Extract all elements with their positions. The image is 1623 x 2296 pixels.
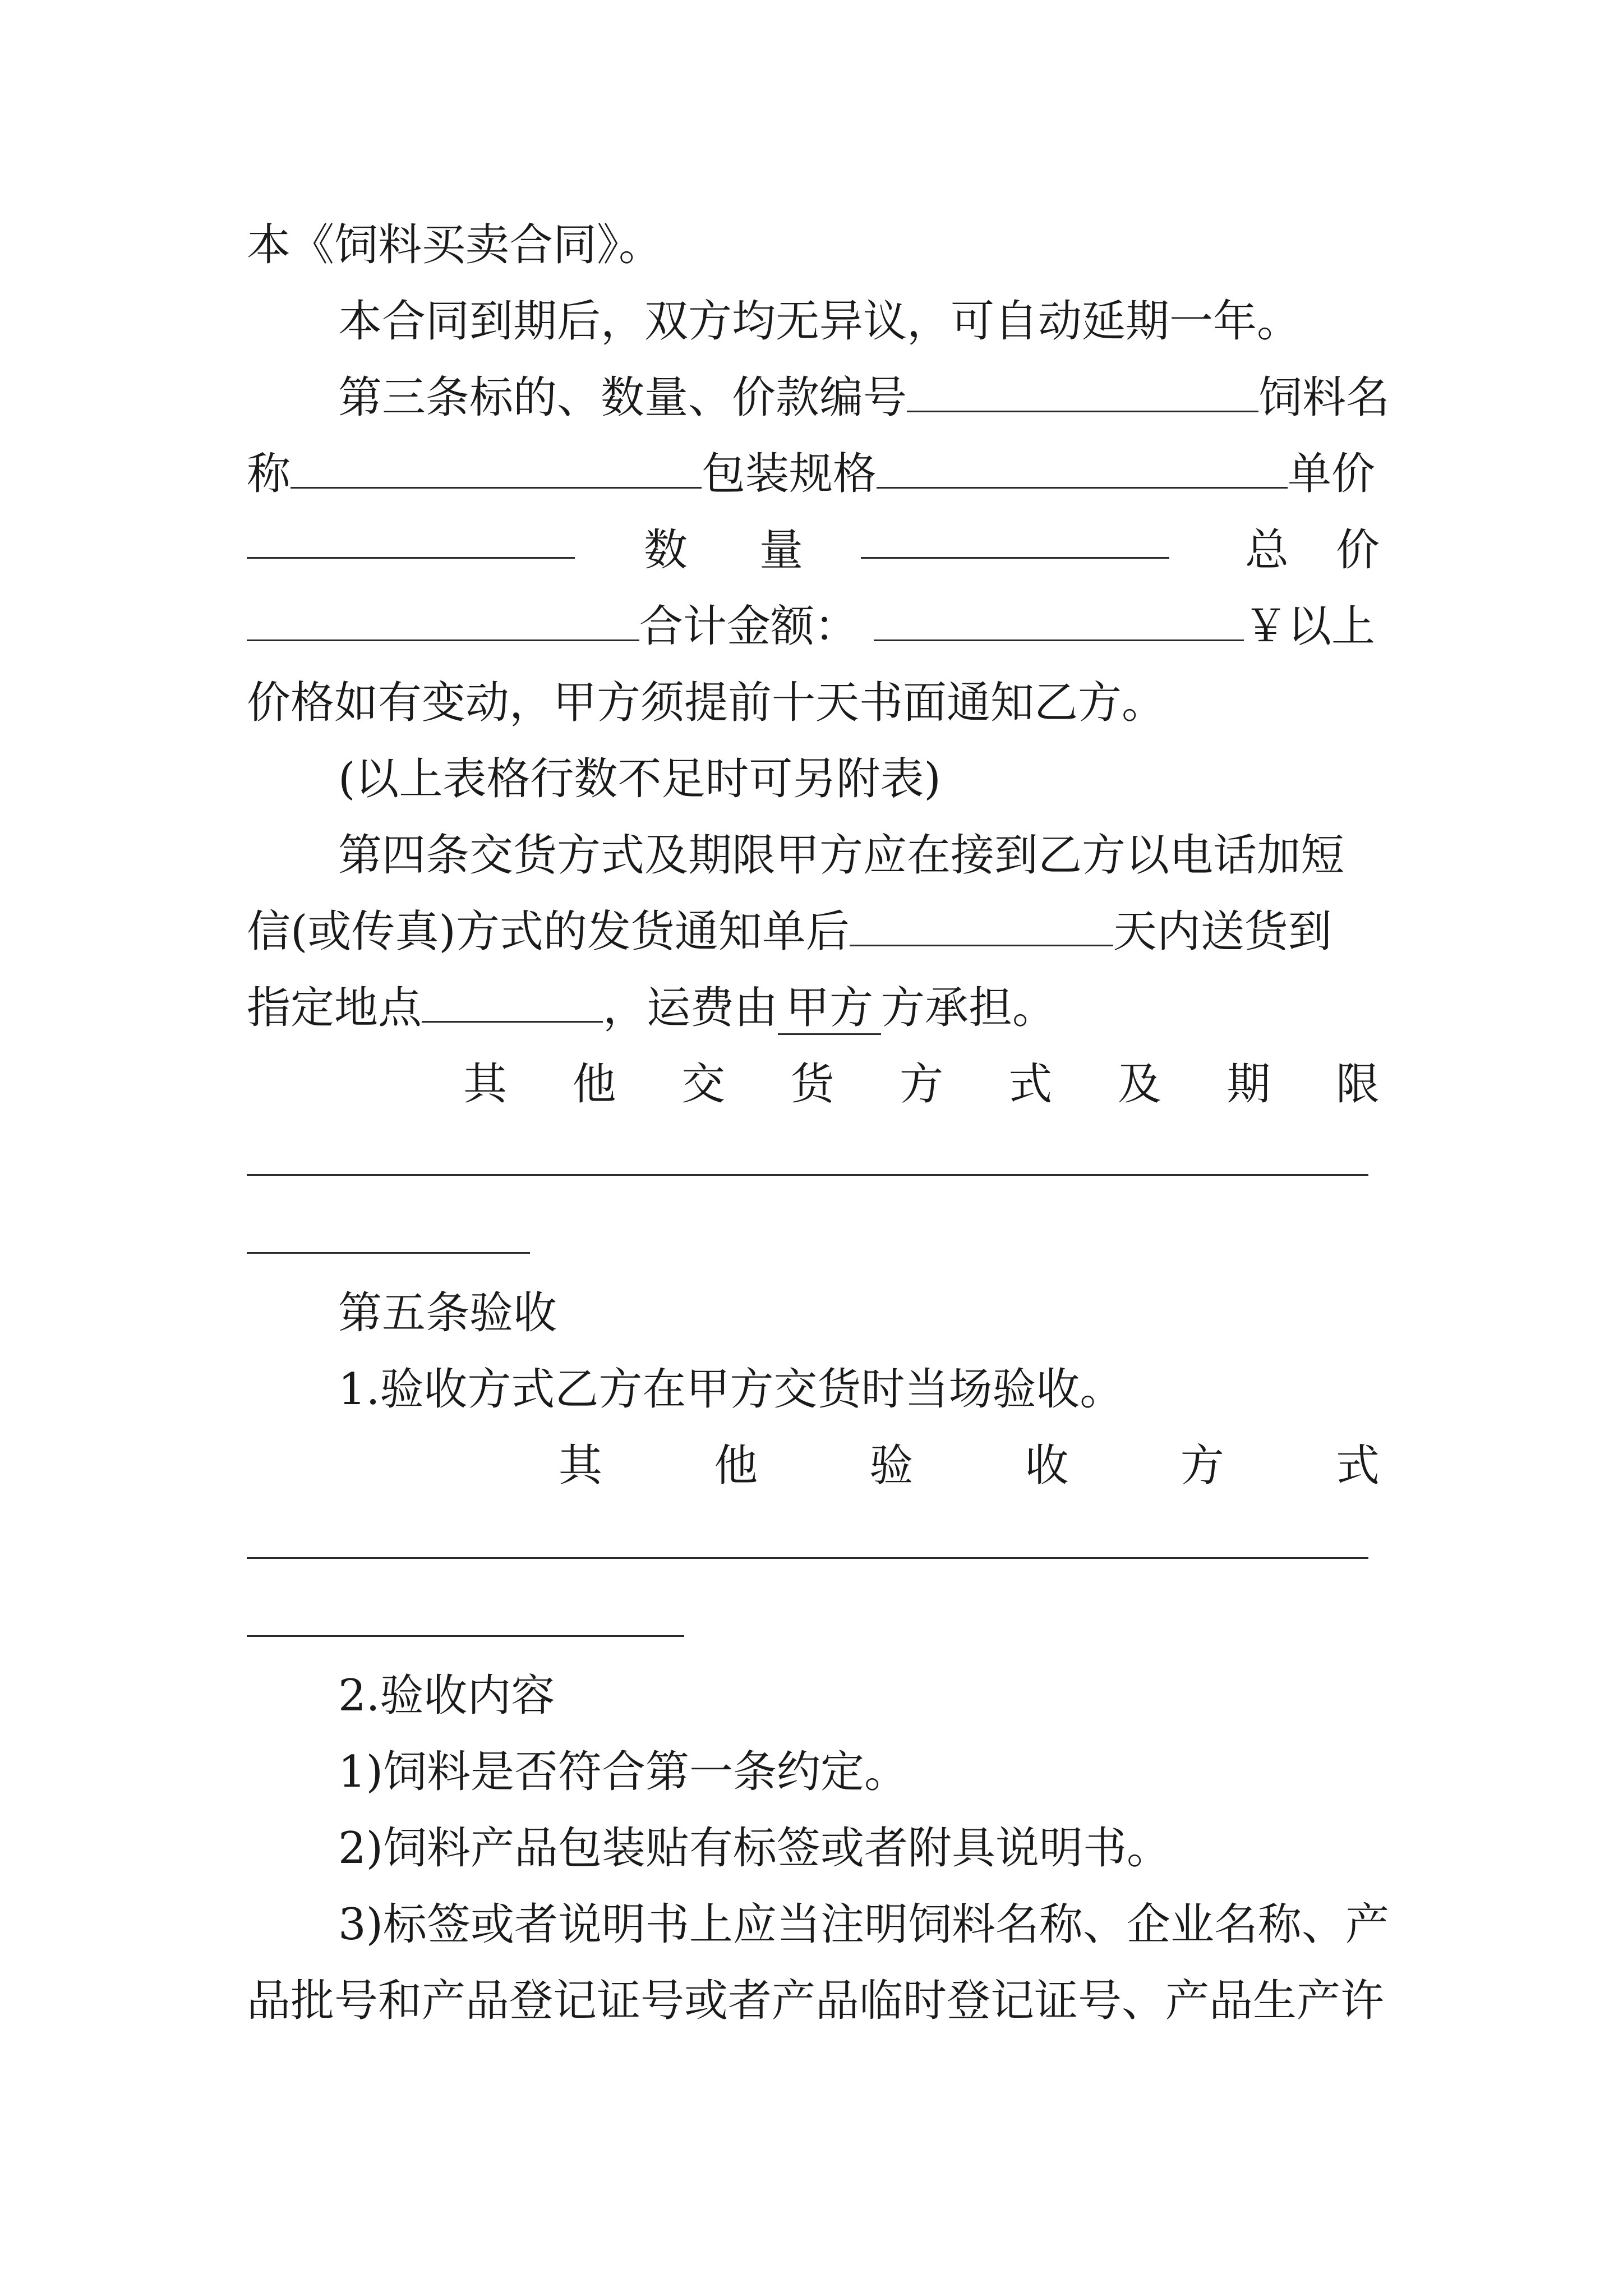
paragraph-line <box>338 1897 1390 1953</box>
feed-name-blank[interactable] <box>291 452 702 489</box>
text: 合计金额： <box>639 601 859 652</box>
paragraph-line <box>247 1973 1385 2029</box>
unit-price-blank[interactable] <box>247 522 575 559</box>
char: 方 <box>899 1059 943 1110</box>
blank-rule[interactable] <box>247 1252 530 1254</box>
text: ，运费由 <box>603 983 778 1033</box>
blank-rule[interactable] <box>247 1174 1368 1176</box>
blank-rule[interactable] <box>247 1635 684 1637</box>
char: 方 <box>1180 1441 1224 1491</box>
text: 本《饲料买卖合同》。 <box>247 220 663 270</box>
text: 3)标签或者说明书上应当注明饲料名称、企业名称、产 <box>338 1899 1390 1950</box>
article-3-heading-line <box>338 370 1390 426</box>
text: 1.验收方式乙方在甲方交货时当场验收。 <box>338 1364 1124 1415</box>
text: 数 <box>644 525 688 576</box>
char: 他 <box>572 1059 616 1110</box>
total-amount-blank[interactable] <box>874 605 1244 641</box>
text: (以上表格行数不足时可另附表) <box>338 754 941 804</box>
paragraph-line <box>338 1744 1380 1800</box>
text: 本合同到期后，双方均无异议，可自动延期一年。 <box>338 296 1301 347</box>
text: 品批号和产品登记证号或者产品临时登记证号、产品生产许 <box>247 1976 1385 2026</box>
char: 限 <box>1335 1059 1380 1110</box>
text: 信(或传真)方式的发货通知单后 <box>247 907 850 957</box>
paragraph-line <box>247 446 1380 502</box>
char: 他 <box>714 1441 758 1491</box>
number-blank[interactable] <box>907 376 1258 412</box>
paragraph-line <box>247 980 1380 1036</box>
total-price-blank[interactable] <box>247 605 639 641</box>
delivery-days-blank[interactable] <box>850 910 1113 946</box>
paragraph-line <box>338 1668 1380 1724</box>
char: 货 <box>790 1059 834 1110</box>
paragraph-line <box>247 217 1380 273</box>
freight-party-field[interactable]: 甲方 <box>778 983 881 1035</box>
paragraph-line <box>338 1361 1380 1418</box>
char: 收 <box>1025 1441 1069 1491</box>
text: 价格如有变动，甲方须提前十天书面通知乙方。 <box>247 678 1166 728</box>
paragraph-line <box>247 904 1380 960</box>
delivery-location-blank[interactable] <box>422 986 603 1023</box>
char: 交 <box>681 1059 725 1110</box>
paragraph-line <box>247 599 1380 655</box>
text: 2)饲料产品包装贴有标签或者附具说明书。 <box>338 1823 1171 1874</box>
other-delivery-terms-heading <box>463 1056 1380 1112</box>
text: 第五条验收 <box>338 1288 557 1338</box>
text: 第三条标的、数量、价款编号 <box>338 372 907 423</box>
package-spec-blank[interactable] <box>877 452 1288 489</box>
blank-rule[interactable] <box>247 1557 1368 1559</box>
paragraph-line <box>338 751 1380 807</box>
text: 指定地点 <box>247 983 422 1033</box>
text: 方承担。 <box>881 983 1057 1033</box>
text: 单价 <box>1288 449 1376 499</box>
text: 1)饲料是否符合第一条约定。 <box>338 1747 909 1797</box>
char: 式 <box>1008 1059 1053 1110</box>
char: 其 <box>463 1059 508 1110</box>
article-5-heading <box>338 1285 1380 1341</box>
text: 饲料名 <box>1258 372 1390 423</box>
article-4-heading-line <box>338 827 1380 884</box>
paragraph-line <box>247 522 1380 578</box>
other-acceptance-methods-heading <box>559 1438 1380 1494</box>
paragraph-line <box>338 1820 1380 1876</box>
text: 价 <box>1336 525 1380 576</box>
text: 总 <box>1245 525 1289 576</box>
char: 验 <box>869 1441 914 1491</box>
text: 天内送货到 <box>1113 907 1332 957</box>
char: 其 <box>559 1441 603 1491</box>
text: 称 <box>247 449 291 499</box>
quantity-blank[interactable] <box>861 522 1169 559</box>
text: 2.验收内容 <box>338 1671 555 1721</box>
char: 式 <box>1335 1441 1380 1491</box>
paragraph-line <box>247 675 1380 731</box>
paragraph-line <box>338 293 1380 349</box>
text: 包装规格 <box>702 449 877 499</box>
text: ￥以上 <box>1244 601 1376 652</box>
text: 第四条交货方式及期限甲方应在接到乙方以电话加短 <box>338 830 1345 881</box>
text: 量 <box>759 525 804 576</box>
char: 期 <box>1227 1059 1271 1110</box>
char: 及 <box>1117 1059 1161 1110</box>
